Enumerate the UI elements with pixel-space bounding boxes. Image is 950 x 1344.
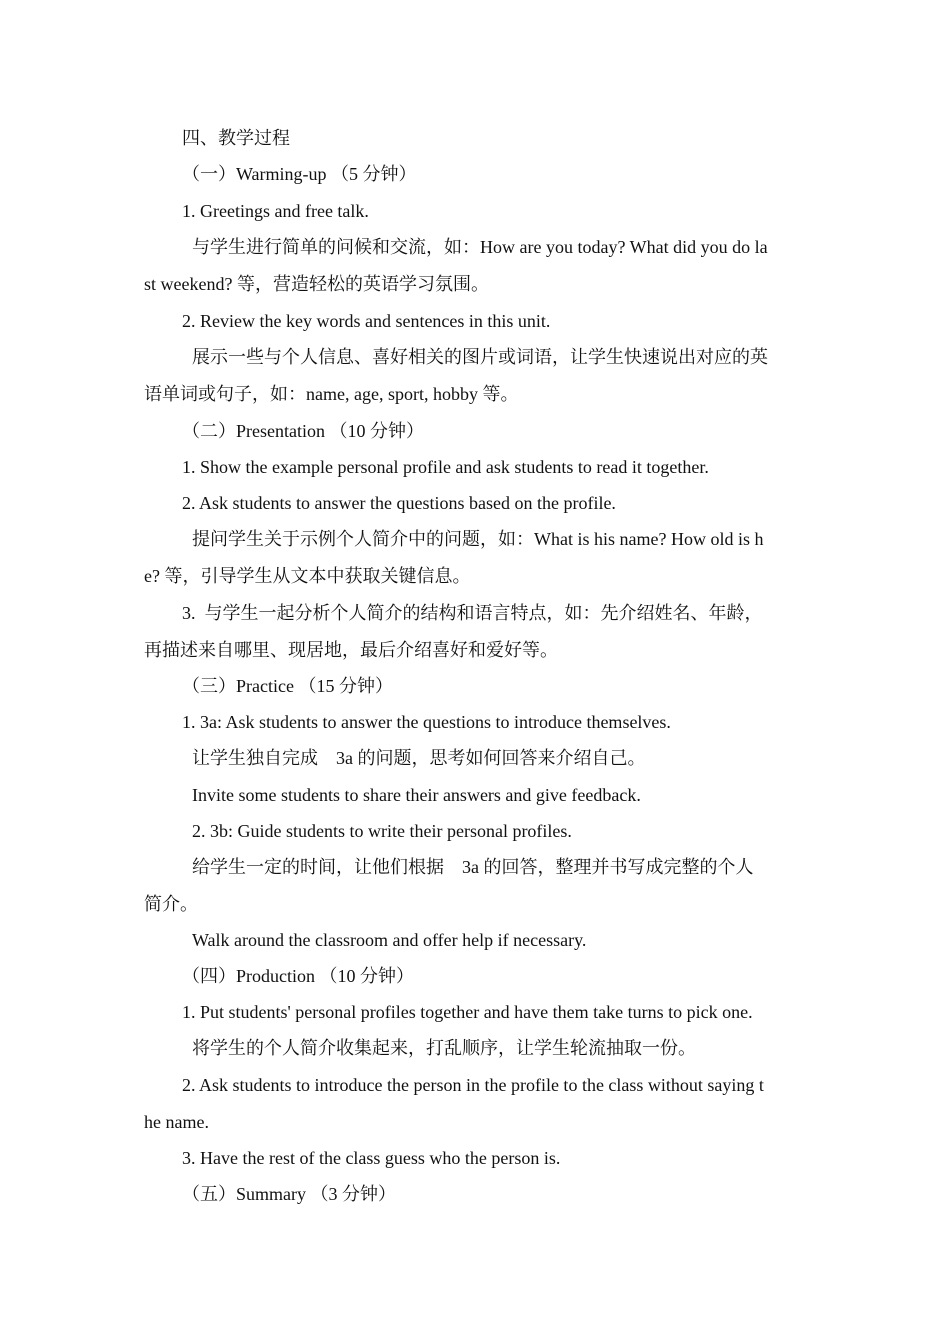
subsection-heading: （一）Warming-up （5 分钟） [182, 164, 417, 184]
step-item: 3. Have the rest of the class guess who the person is. [182, 1148, 561, 1168]
body-text: Invite some students to share their answers and give feedback. [192, 785, 641, 805]
body-text: 与学生进行简单的问候和交流，如：How are you today? What did you do la [192, 237, 768, 257]
step-item: 2. 3b: Guide students to write their personal profiles. [192, 821, 572, 841]
step-item: 1. Show the example personal profile and ask students to read it together. [182, 457, 709, 477]
body-text: 简介。 [144, 894, 198, 914]
body-text: st weekend? 等，营造轻松的英语学习氛围。 [144, 274, 489, 294]
body-text: 提问学生关于示例个人简介中的问题，如：What is his name? How old is h [192, 529, 764, 549]
step-item: 1. 3a: Ask students to answer the questions to introduce themselves. [182, 712, 671, 732]
section-heading: 四、教学过程 [182, 128, 290, 148]
body-text: e? 等，引导学生从文本中获取关键信息。 [144, 566, 471, 586]
body-text: 展示一些与个人信息、喜好相关的图片或词语，让学生快速说出对应的英 [192, 347, 768, 367]
step-item: 3. 与学生一起分析个人简介的结构和语言特点，如：先介绍姓名、年龄， [182, 603, 763, 623]
subsection-heading: （四）Production （10 分钟） [182, 966, 414, 986]
body-text: 让学生独自完成 3a 的问题，思考如何回答来介绍自己。 [192, 748, 646, 768]
body-text: 将学生的个人简介收集起来，打乱顺序，让学生轮流抽取一份。 [192, 1038, 696, 1058]
step-item: 1. Greetings and free talk. [182, 201, 369, 221]
step-item: 1. Put students' personal profiles together and have them take turns to pick one. [182, 1002, 753, 1022]
body-text: he name. [144, 1112, 209, 1132]
step-item: 2. Review the key words and sentences in this unit. [182, 311, 551, 331]
subsection-heading: （五）Summary （3 分钟） [182, 1184, 396, 1204]
step-item: 2. Ask students to answer the questions based on the profile. [182, 493, 616, 513]
subsection-heading: （三）Practice （15 分钟） [182, 676, 393, 696]
body-text: 再描述来自哪里、现居地，最后介绍喜好和爱好等。 [144, 640, 558, 660]
step-item: 2. Ask students to introduce the person in the profile to the class without saying t [182, 1075, 764, 1095]
body-text: 语单词或句子，如：name, age, sport, hobby 等。 [144, 384, 519, 404]
body-text: 给学生一定的时间，让他们根据 3a 的回答，整理并书写成完整的个人 [192, 857, 754, 877]
body-text: Walk around the classroom and offer help if necessary. [192, 930, 587, 950]
subsection-heading: （二）Presentation （10 分钟） [182, 421, 424, 441]
